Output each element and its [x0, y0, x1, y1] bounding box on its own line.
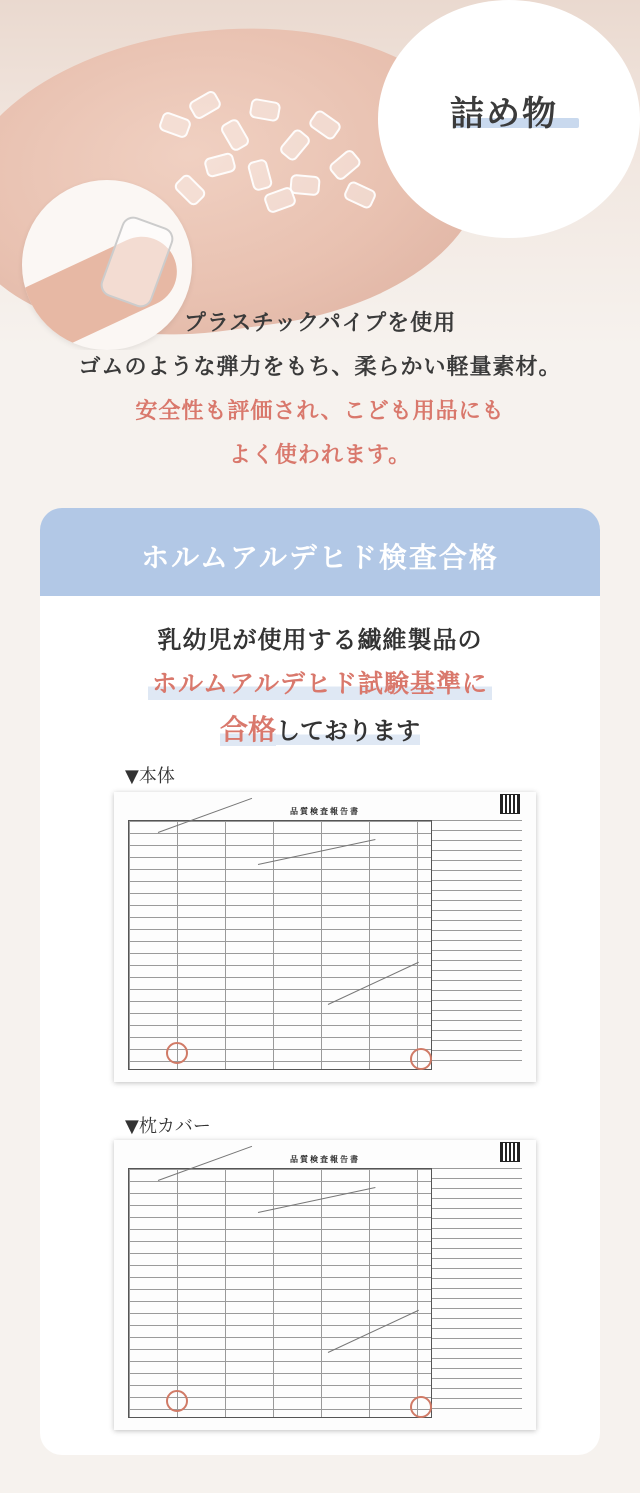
certification-card [40, 508, 600, 1455]
quality-report-pillow-cover-image [114, 1140, 536, 1430]
section-title: 詰め物 [450, 94, 558, 134]
qr-code-icon [500, 1142, 520, 1162]
stamp-icon [410, 1396, 432, 1418]
doc-label-pillow-cover: ▼枕カバー [125, 1116, 211, 1137]
report-title: 品質検査報告書 [290, 1155, 360, 1164]
lead-line-3: 安全性も評価され、こども用品にも [135, 399, 505, 424]
quality-report-body-image [114, 792, 536, 1082]
card-header [40, 508, 600, 596]
lead-line-2: ゴムのような弾力をもち、柔らかい軽量素材。 [78, 355, 562, 380]
cert-line-1: 乳幼児が使用する繊維製品の [157, 626, 483, 654]
qr-code-icon [500, 794, 520, 814]
report-title: 品質検査報告書 [290, 807, 360, 816]
lead-line-1: プラスチックパイプを使用 [183, 311, 457, 336]
cert-line-3: しております [276, 717, 420, 745]
doc-label-body: ▼本体 [125, 766, 175, 787]
stamp-icon [166, 1042, 188, 1064]
lead-line-4: よく使われます。 [228, 443, 412, 468]
stamp-icon [410, 1048, 432, 1070]
plastic-pipes-illustration [150, 85, 380, 215]
cert-pass-accent: 合格 [219, 713, 276, 746]
card-header-title: ホルムアルデヒド検査合格 [141, 541, 499, 574]
cert-line-2: ホルムアルデヒド試験基準に [148, 664, 492, 700]
stamp-icon [166, 1390, 188, 1412]
hero-image [0, 0, 640, 350]
